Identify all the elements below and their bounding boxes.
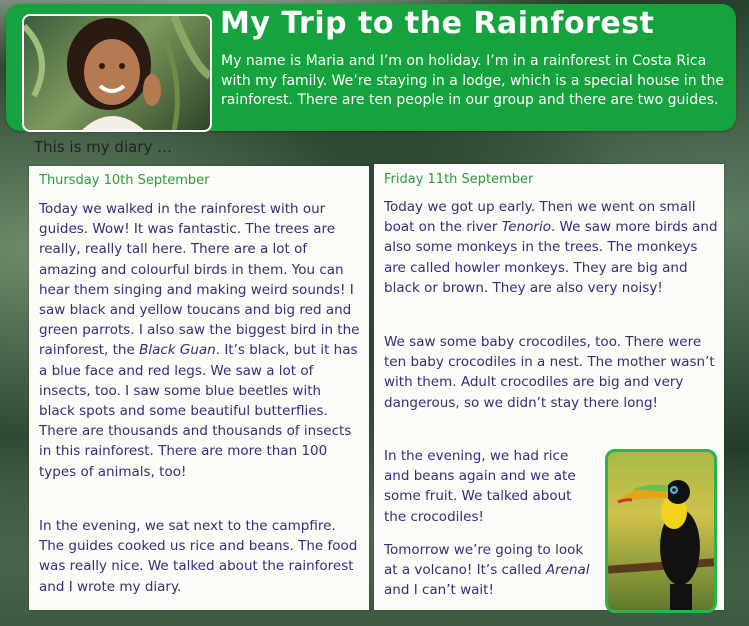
- entry-date: Thursday 10th September: [39, 173, 210, 188]
- intro-text: My name is Maria and I’m on holiday. I’m in a rainforest in Costa Rica with my family. We’re staying in a lodge, which is a special house in the rainforest. There are ten people in our group and there are two guides.: [221, 53, 725, 108]
- entry-date: Friday 11th September: [384, 172, 534, 187]
- page-title: My Trip to the Rainforest: [220, 6, 655, 41]
- entry-paragraph: In the evening, we had rice and beans again and we ate some fruit. We talked about the crocodiles!: [384, 448, 576, 525]
- entry-paragraph: Tomorrow we’re going to look at a volcano! It’s called Arenal and I can’t wait!: [384, 542, 590, 599]
- entry-paragraph: We saw some baby crocodiles, too. There were ten baby crocodiles in a nest. The mother wasn’t with them. Adult crocodiles are big and very dangerous, so we didn’t stay there long!: [384, 334, 715, 411]
- entry-paragraph: In the evening, we sat next to the campfire. The guides cooked us rice and beans. The food was really nice. We talked about the rainforest and I wrote my diary.: [39, 518, 358, 595]
- maria-photo: [22, 14, 212, 132]
- diary-intro: This is my diary …: [34, 138, 173, 156]
- toucan-photo: [605, 449, 717, 613]
- entry-paragraph: Today we got up early. Then we went on small boat on the river Tenorio. We saw more birds and also some monkeys in the trees. The monkeys are called howler monkeys. They are big and black or brown. They are also very noisy!: [384, 199, 718, 296]
- entry-paragraph: Today we walked in the rainforest with our guides. Wow! It was fantastic. The trees are really, really tall here. There are a lot of amazing and colourful birds in them. You can hear them singing and making weird sounds! I saw black and yellow toucans and big red and green parrots. I also saw the biggest bird in the rainforest, the Black Guan. It’s black, but it has a blue face and red legs. We saw a lot of insects, too. I saw some blue beetles with black spots and some beautiful butterflies. There are thousands and thousands of insects in this rainforest. There are more than 100 types of animals, too!: [39, 201, 360, 480]
- title-banner: [6, 4, 736, 131]
- diary-entry-thursday: [29, 166, 369, 610]
